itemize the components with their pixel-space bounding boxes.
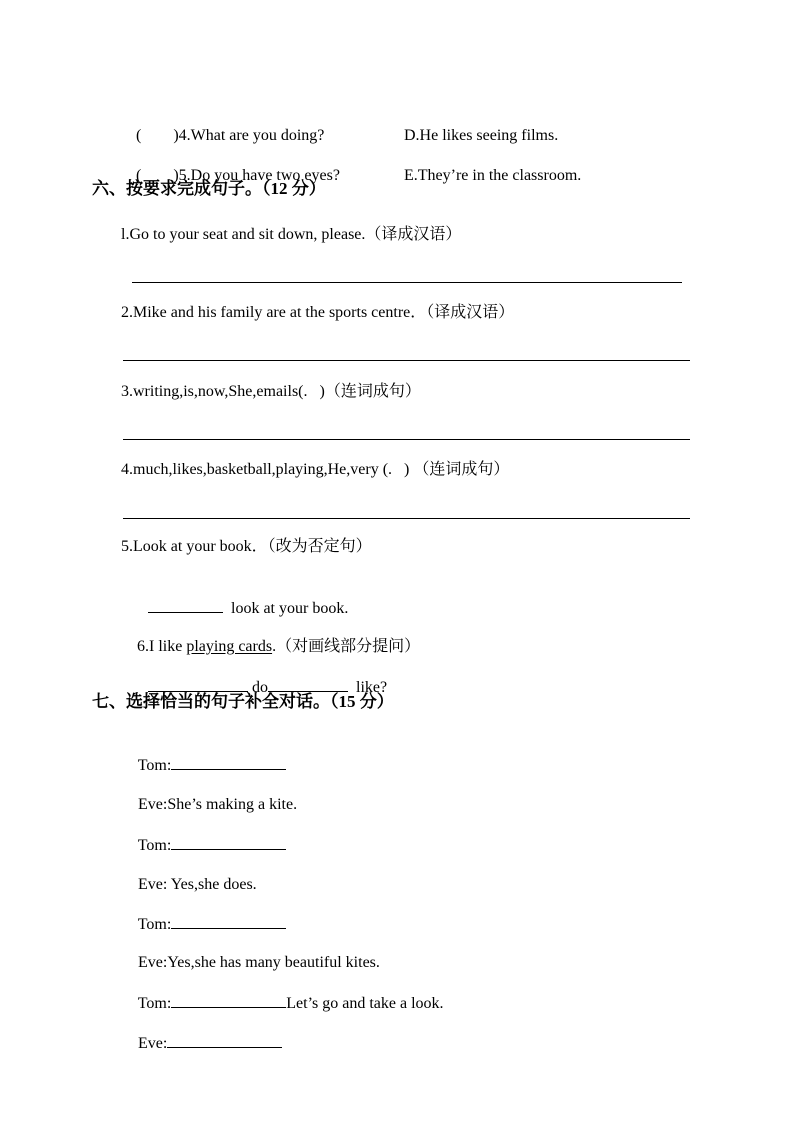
item-6-answer-blank-1 (148, 677, 248, 692)
item-2-text: 2.Mike and his family are at the sports centre．（译成汉语） (121, 304, 515, 321)
item-6-underlined-phrase: playing cards (186, 638, 273, 655)
item-6-answer-mid: do (248, 679, 268, 696)
item-5-text: 5.Look at your book．（改为否定句） (121, 538, 372, 555)
matching-question-5-text: ( )5.Do you have two eyes? (136, 167, 340, 184)
dialogue-line-6-text: Eve:Yes,she has many beautiful kites. (138, 954, 380, 971)
item-5-answer-blank (148, 598, 223, 613)
item-6-prefix: 6.I like (137, 638, 187, 655)
section-seven-heading: 七、选择恰当的句子补全对话。（15 分） (92, 692, 394, 711)
answer-rule-3 (123, 439, 690, 440)
matching-question-4-text: ( )4.What are you doing? (136, 127, 325, 144)
dialogue-line-4-text: Eve: Yes,she does. (138, 876, 257, 893)
dialogue-line-3-blank (171, 835, 286, 850)
matching-answer-d-text: D.He likes seeing films. (404, 127, 559, 144)
dialogue-line-5-blank (171, 914, 286, 929)
item-5-answer-suffix: look at your book. (223, 600, 349, 617)
item-4-text: 4.much,likes,basketball,playing,He,very (. ) （连词成句） (121, 461, 510, 478)
matching-answer-e-text: E.They’re in the classroom. (404, 167, 582, 184)
answer-rule-2 (123, 360, 690, 361)
dialogue-line-2-text: Eve:She’s making a kite. (138, 796, 298, 813)
dialogue-line-8 (122, 1013, 282, 1074)
item-1-text: l.Go to your seat and sit down, please.（译成汉语） (121, 226, 462, 243)
item-3-text: 3.writing,is,now,She,emails(. )（连词成句） (121, 383, 421, 400)
dialogue-line-5-speaker: Tom: (137, 916, 172, 933)
dialogue-line-1-speaker: Tom: (137, 757, 172, 774)
dialogue-line-7-blank (171, 993, 286, 1008)
item-6-suffix: .（对画线部分提问） (272, 638, 421, 655)
section-six-heading: 六、按要求完成句子。（12 分） (92, 179, 326, 198)
dialogue-line-7-speaker: Tom: (137, 995, 172, 1012)
dialogue-line-1-blank (171, 755, 286, 770)
dialogue-line-7-suffix: Let’s go and take a look. (286, 995, 444, 1012)
dialogue-line-3-speaker: Tom: (137, 837, 172, 854)
answer-rule-4 (123, 518, 690, 519)
matching-answer-e (388, 146, 581, 206)
dialogue-line-8-blank (167, 1033, 282, 1048)
answer-rule-1 (132, 282, 682, 283)
item-6-answer-blank-2 (268, 677, 348, 692)
item-6-answer-end: like? (348, 679, 388, 696)
dialogue-line-8-speaker: Eve: (138, 1035, 168, 1052)
